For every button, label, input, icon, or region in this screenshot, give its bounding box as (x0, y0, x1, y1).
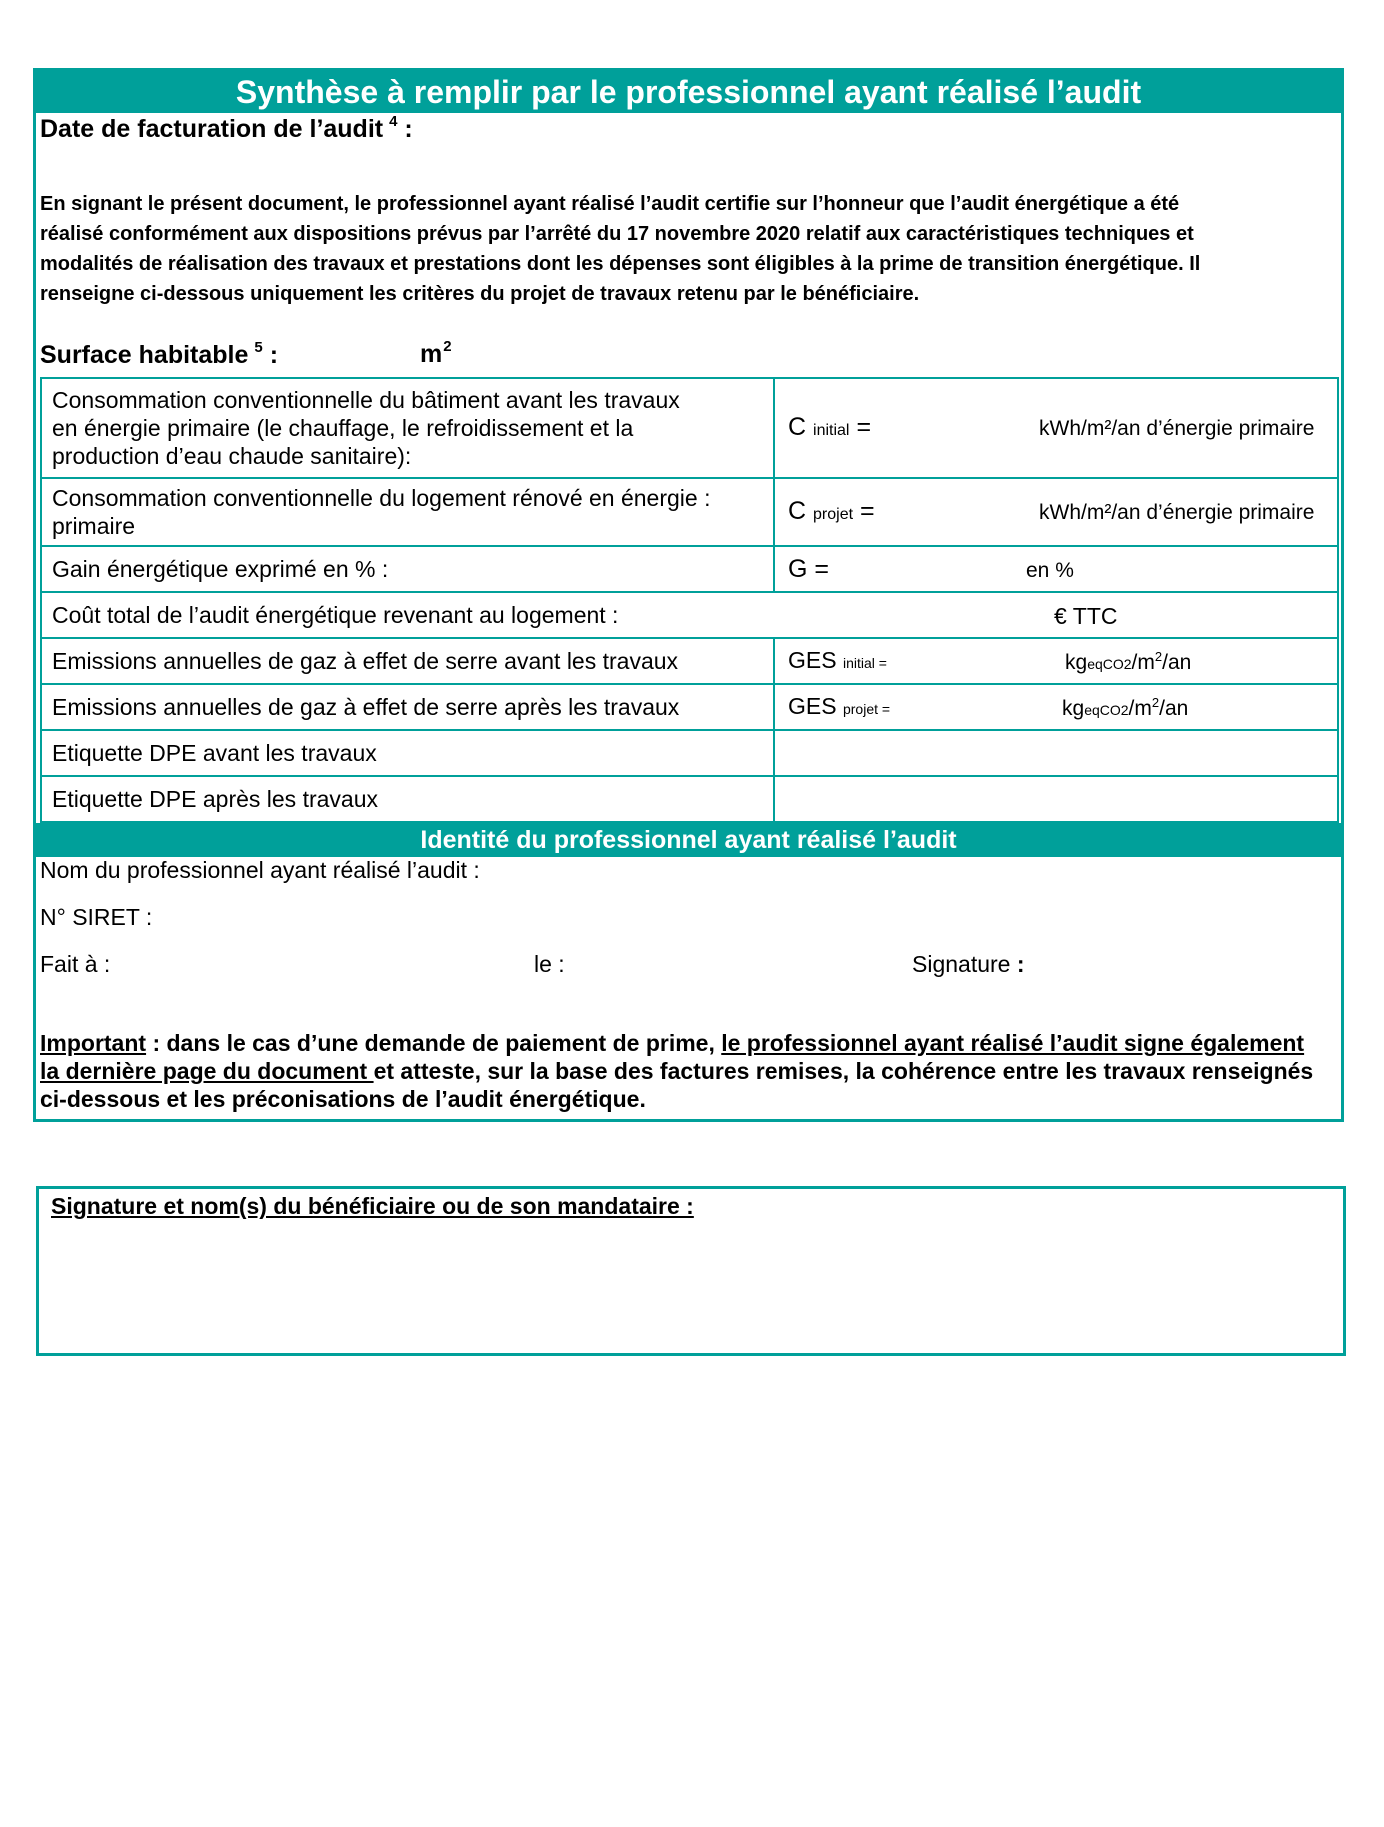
signature-text: Signature (912, 951, 1011, 977)
dpe-before-label: Etiquette DPE avant les travaux (41, 730, 774, 776)
billing-date-label (40, 115, 413, 144)
dpe-after-label: Etiquette DPE après les travaux (41, 776, 774, 822)
unit-exponent: 2 (443, 338, 452, 355)
notice-line (40, 1057, 1340, 1085)
unit-exponent: 2 (1151, 695, 1160, 710)
table-row (41, 592, 1338, 638)
audit-cost-label: Coût total de l’audit énergétique revenant au logement : (52, 601, 619, 628)
table-row (41, 776, 1338, 822)
billing-date-text: Date de facturation de l’audit (40, 115, 384, 143)
unit-m: /m (1131, 651, 1155, 674)
important-lead: Important (40, 1030, 147, 1056)
notice-underlined: la dernière page du document (40, 1058, 374, 1084)
equals: = (856, 413, 872, 441)
notice-line (40, 1029, 1340, 1057)
eur-unit: € TTC (1054, 603, 1118, 629)
symbol: C (788, 413, 807, 441)
ghg-before-label: Emissions annuelles de gaz à effet de serre avant les travaux (41, 638, 774, 684)
table-row (41, 638, 1338, 684)
synthesis-section (33, 68, 1344, 1122)
symbol: GES (788, 693, 837, 719)
subscript: projet (813, 506, 854, 523)
certification-line: renseigne ci-dessous uniquement les critères du projet de travaux retenu par le bénéficiaire. (40, 283, 920, 305)
ghg-after-label: Emissions annuelles de gaz à effet de serre après les travaux (41, 684, 774, 730)
co2-unit (1062, 695, 1188, 721)
surface-label (40, 341, 278, 370)
energy-gain-field[interactable] (774, 546, 1338, 592)
equals: = (860, 497, 875, 525)
g-symbol: G = (788, 555, 829, 583)
surface-text: Surface habitable (40, 341, 249, 369)
unit-subscript: eqCO2 (1087, 656, 1132, 672)
notice-text: et atteste, sur la base des factures remises, la cohérence entre les travaux renseignés (373, 1058, 1314, 1084)
billing-date-colon: : (404, 115, 413, 143)
percent-unit: en % (1026, 559, 1074, 582)
consumption-after-label (41, 478, 774, 546)
c-initial-symbol (788, 413, 871, 442)
kwh-unit: kWh/m²/an d’énergie primaire (1039, 417, 1315, 440)
audit-cost-field[interactable] (41, 592, 1338, 638)
signature-label (912, 951, 1025, 978)
table-row (41, 730, 1338, 776)
co2-unit (1065, 649, 1191, 675)
subscript: initial (813, 422, 850, 439)
identity-section-title: Identité du professionnel ayant réalisé l’audit (36, 823, 1341, 857)
certification-paragraph (40, 189, 1330, 309)
siret-label: N° SIRET : (40, 904, 153, 930)
kwh-unit: kWh/m²/an d’énergie primaire (1039, 501, 1315, 524)
date-label: le : (534, 951, 565, 977)
consumption-before-label (41, 378, 774, 478)
surface-colon: : (269, 341, 279, 369)
signature-colon: : (1016, 951, 1025, 977)
table-row (41, 478, 1338, 546)
surface-unit (420, 340, 452, 369)
unit-kg: kg (1062, 697, 1085, 720)
professional-name-label: Nom du professionnel ayant réalisé l’audit : (40, 857, 480, 883)
footnote-5: 5 (254, 339, 263, 356)
unit-exponent: 2 (1154, 649, 1163, 664)
label-line: production d’eau chaude sanitaire): (52, 443, 412, 469)
place-label: Fait à : (40, 951, 111, 977)
subscript: projet = (842, 701, 891, 717)
certification-line: réalisé conformément aux dispositions prévus par l’arrêté du 17 novembre 2020 relatif aux caractéristiques techniques et (40, 223, 1194, 245)
unit-kg: kg (1065, 651, 1088, 674)
table-row (41, 684, 1338, 730)
section-title: Synthèse à remplir par le professionnel ayant réalisé l’audit (36, 71, 1341, 113)
unit-m: /m (1128, 697, 1152, 720)
unit-m: m (420, 340, 443, 368)
label-line: primaire (52, 513, 136, 539)
ghg-after-field[interactable] (774, 684, 1338, 730)
unit-subscript: eqCO2 (1084, 702, 1129, 718)
certification-line: En signant le présent document, le professionnel ayant réalisé l’audit certifie sur l’honneur que l’audit énergétique a été (40, 193, 1180, 215)
consumption-after-field[interactable] (774, 478, 1338, 546)
label-line: Consommation conventionnelle du logement rénové en énergie : (52, 485, 711, 511)
beneficiary-signature-box[interactable] (36, 1186, 1346, 1356)
table-row (41, 546, 1338, 592)
footnote-4: 4 (389, 113, 398, 130)
energy-gain-label: Gain énergétique exprimé en % : (41, 546, 774, 592)
symbol: GES (788, 647, 837, 673)
ghg-before-field[interactable] (774, 638, 1338, 684)
dpe-after-field[interactable] (774, 776, 1338, 822)
important-notice (40, 1029, 1340, 1113)
beneficiary-signature-label: Signature et nom(s) du bénéficiaire ou de son mandataire : (51, 1193, 694, 1219)
symbol: C (788, 497, 807, 525)
energy-table (40, 377, 1339, 823)
unit-year: /an (1159, 697, 1189, 720)
unit-year: /an (1162, 651, 1192, 674)
label-line: Consommation conventionnelle du bâtiment avant les travaux (52, 387, 680, 413)
subscript: initial = (842, 655, 887, 671)
ges-projet-symbol (788, 693, 890, 720)
dpe-before-field[interactable] (774, 730, 1338, 776)
consumption-before-field[interactable] (774, 378, 1338, 478)
certification-line: modalités de réalisation des travaux et prestations dont les dépenses sont éligibles à la prime de transition énergétique. Il (40, 253, 1201, 275)
notice-line: ci-dessous et les préconisations de l’audit énergétique. (40, 1086, 646, 1112)
notice-underlined: le professionnel ayant réalisé l’audit signe également (721, 1030, 1305, 1056)
notice-text: : dans le cas d’une demande de paiement de prime, (146, 1030, 722, 1056)
c-projet-symbol (788, 497, 875, 526)
table-row (41, 378, 1338, 478)
ges-initial-symbol (788, 647, 887, 674)
label-line: en énergie primaire (le chauffage, le refroidissement et la (52, 415, 634, 441)
